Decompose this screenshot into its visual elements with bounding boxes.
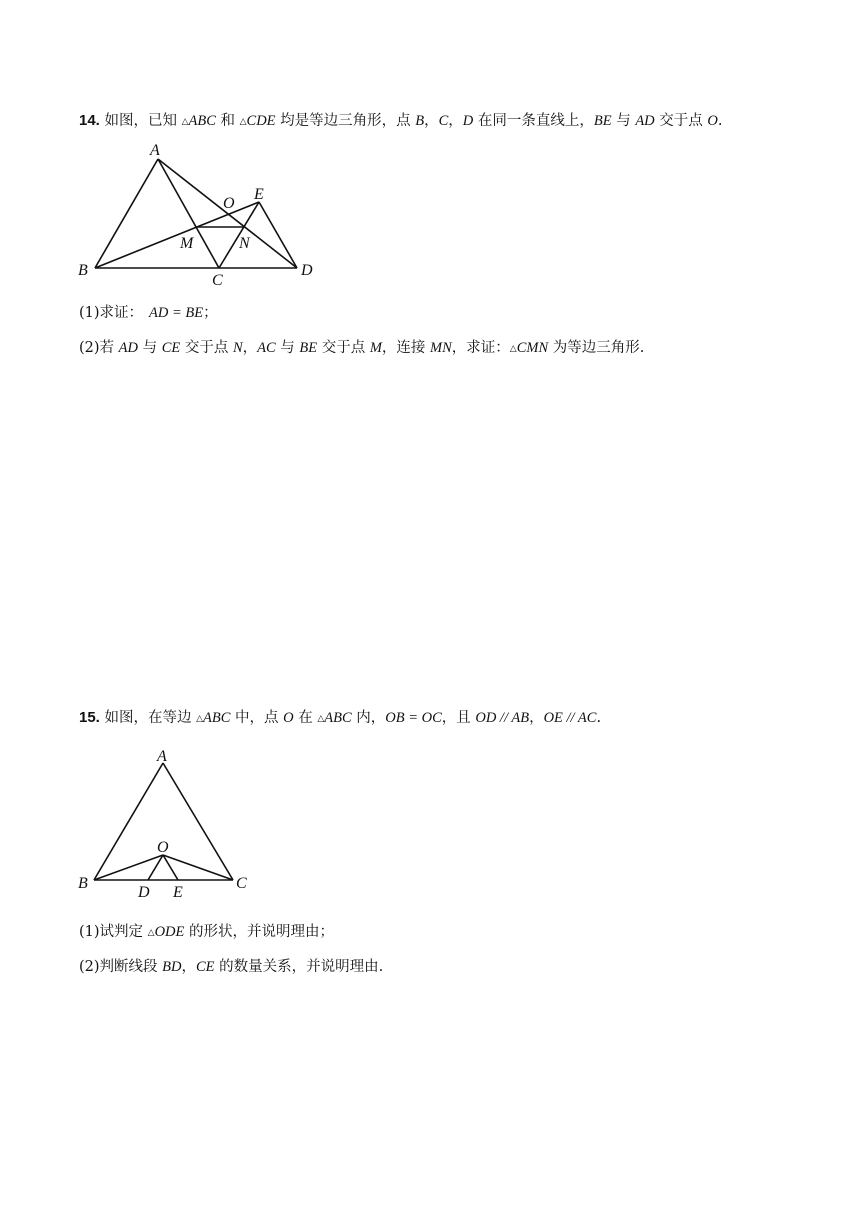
q14-part2-text: ， — [242, 340, 258, 356]
math-ad: AD — [635, 113, 655, 129]
q15-text: 内， — [351, 710, 386, 726]
q15-part1-text: 的形状，并说明理由； — [184, 924, 334, 940]
math-bd: BD — [162, 959, 182, 975]
segment-ab — [95, 159, 158, 268]
math-mn: MN — [430, 340, 452, 356]
label-o: O — [223, 195, 235, 212]
q15-text: 如图，在等边 — [99, 710, 197, 726]
q14-part2-text: 与 — [275, 340, 300, 356]
segment-ed — [259, 202, 297, 268]
q14-part2-text: 与 — [138, 340, 162, 356]
triangle-symbol: △ — [196, 714, 203, 724]
q15-part2-text: ， — [181, 959, 196, 975]
math-ode: ODE — [154, 924, 185, 940]
q15-part1-text: 试判定 — [99, 924, 148, 940]
q15-figure — [70, 740, 260, 900]
math-oe-parallel-ac: OE // AC — [543, 710, 597, 726]
label-d: D — [138, 884, 150, 900]
math-ce: CE — [161, 340, 181, 356]
label-b: B — [78, 262, 88, 279]
part-number: (2) — [79, 959, 100, 975]
segment-ad — [158, 159, 297, 268]
q14-text: 在同一条直线上， — [473, 113, 594, 129]
math-be: BE — [299, 340, 318, 356]
segment-ab — [94, 763, 163, 880]
q14-part2-text: ，求证： — [451, 340, 510, 356]
triangle-symbol: △ — [147, 928, 155, 938]
label-c: C — [212, 272, 223, 289]
label-o: O — [157, 839, 169, 856]
part-number: (1) — [79, 305, 100, 321]
q15-text: 在 — [293, 710, 318, 726]
math-d: D — [462, 113, 474, 129]
math-ac: AC — [257, 340, 276, 356]
q14-text: 交于点 — [654, 113, 708, 129]
math-ce: CE — [196, 959, 215, 975]
q14-text: 和 — [215, 113, 240, 129]
triangle-symbol: △ — [509, 344, 517, 354]
q14-part2-text: 交于点 — [317, 340, 370, 356]
q14-text: 均是等边三角形，点 — [275, 113, 416, 129]
q14-part1 — [79, 303, 218, 323]
label-n: N — [239, 235, 250, 252]
segment-oc — [163, 855, 233, 880]
math-ad-eq-be: AD = BE — [149, 305, 204, 321]
math-c: C — [438, 113, 449, 129]
label-m: M — [180, 235, 194, 252]
math-n: N — [232, 340, 243, 356]
q14-part2-text: 为等边三角形. — [548, 340, 645, 356]
q14-text: 与 — [611, 113, 636, 129]
label-c: C — [236, 875, 247, 892]
label-e: E — [173, 884, 183, 900]
math-abc: ABC — [324, 710, 352, 726]
math-ob-eq-oc: OB = OC — [385, 710, 442, 726]
segment-od — [148, 855, 163, 880]
label-a: A — [157, 748, 167, 765]
q14-part2-text: 若 — [99, 340, 119, 356]
math-abc: ABC — [188, 113, 216, 129]
segment-ob — [94, 855, 163, 880]
segment-ac — [163, 763, 233, 880]
math-be: BE — [593, 113, 612, 129]
q14-part2 — [79, 338, 644, 359]
q15-part1 — [79, 922, 334, 943]
math-ad: AD — [118, 340, 138, 356]
q15-text: 中，点 — [230, 710, 284, 726]
q14-part2-text: ，连接 — [381, 340, 431, 356]
label-e: E — [254, 186, 264, 203]
triangle-symbol: △ — [181, 117, 189, 127]
math-abc: ABC — [203, 710, 231, 726]
math-m: M — [369, 340, 382, 356]
q14-text: 如图，已知 — [99, 113, 182, 129]
q14-figure — [70, 138, 330, 290]
label-a: A — [150, 142, 160, 159]
part-number: (2) — [79, 340, 100, 356]
q14-number: 14. — [79, 112, 100, 129]
math-cmn: CMN — [516, 340, 549, 356]
q14-stem — [79, 111, 722, 132]
math-b: B — [415, 113, 425, 129]
q14-part1-text: ； — [203, 305, 218, 321]
label-b: B — [78, 875, 88, 892]
q15-text: ，且 — [441, 710, 476, 726]
math-o: O — [707, 113, 718, 129]
q15-part2-text: 判断线段 — [99, 959, 163, 975]
math-cde: CDE — [246, 113, 276, 129]
q14-text: ， — [448, 113, 463, 129]
q15-stem — [79, 708, 601, 729]
q15-text: . — [596, 710, 602, 726]
triangle-symbol: △ — [317, 714, 325, 724]
label-d: D — [301, 262, 313, 279]
q14-text: ， — [424, 113, 439, 129]
q15-number: 15. — [79, 709, 100, 726]
q14-part2-text: 交于点 — [180, 340, 233, 356]
q15-text: ， — [529, 710, 544, 726]
q15-part2 — [79, 957, 383, 977]
q14-part1-text: 求证： — [99, 305, 144, 321]
q15-part2-text: 的数量关系，并说明理由. — [214, 959, 384, 975]
math-o: O — [283, 710, 294, 726]
q14-text: . — [717, 113, 723, 129]
triangle-symbol: △ — [239, 117, 247, 127]
part-number: (1) — [79, 924, 100, 940]
math-od-parallel-ab: OD // AB — [475, 710, 530, 726]
